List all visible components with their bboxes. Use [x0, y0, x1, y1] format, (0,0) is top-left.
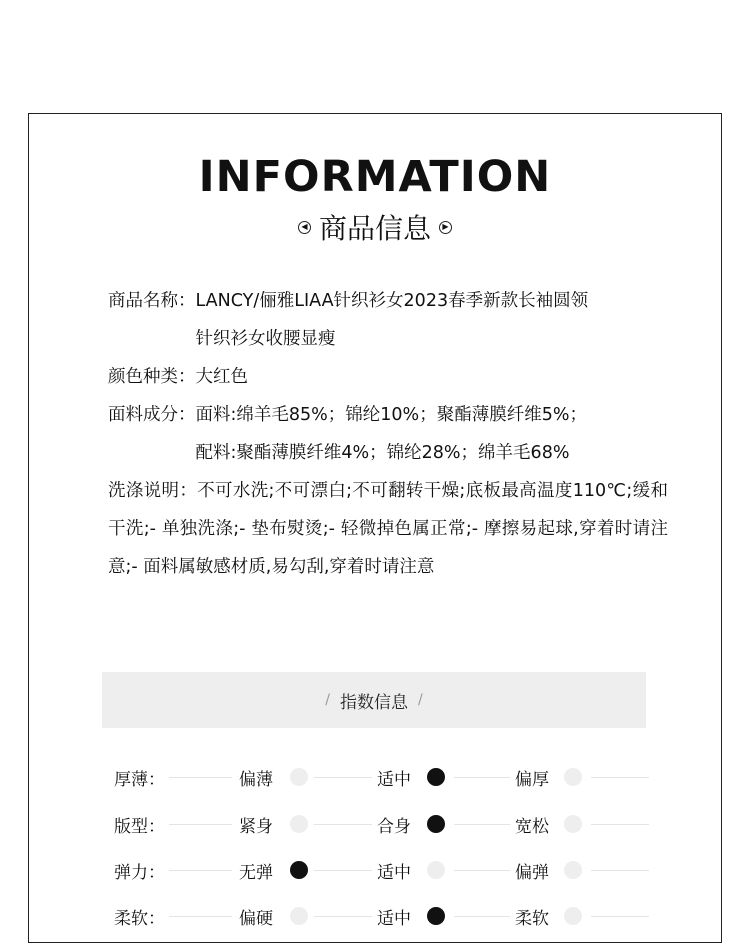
index-option-label: 紧身: [239, 817, 273, 837]
index-row-label: 弹力：: [114, 863, 165, 883]
index-row-label: 厚薄：: [114, 770, 165, 790]
connector-line: [591, 870, 649, 871]
connector-line: [169, 870, 232, 871]
index-option-label: 柔软: [515, 909, 549, 929]
wash-instructions: 不可水洗;不可漂白;不可翻转干燥;底板最高温度110℃;缓和干洗;- 单独洗涤;- 垫布熨烫;- 轻微掉色属正常;- 摩擦易起球,穿着时请注意;- 面料属敏感材质,易勾刮,穿着时请注意: [108, 481, 669, 577]
index-option-label: 适中: [377, 863, 411, 883]
index-row-label: 柔软：: [114, 909, 165, 929]
fabric-line1: 面料:绵羊毛85%；锦纶10%；聚酯薄膜纤维5%；: [195, 405, 587, 425]
arrow-left-circle-icon: ◀: [298, 221, 311, 234]
arrow-right-circle-icon: ▶: [439, 221, 452, 234]
connector-line: [169, 777, 232, 778]
index-row-label: 版型：: [114, 817, 165, 837]
unselected-dot-icon: [564, 861, 582, 879]
index-row: [114, 901, 644, 931]
detail-row-color: [108, 358, 668, 396]
index-option-label: 偏弹: [515, 863, 549, 883]
unselected-dot-icon: [427, 861, 445, 879]
index-row: [114, 855, 644, 885]
unselected-dot-icon: [290, 768, 308, 786]
detail-value: [196, 282, 669, 358]
detail-label: 洗涤说明：: [108, 481, 198, 501]
selected-dot-icon: [427, 815, 445, 833]
detail-row-wash: [108, 472, 668, 586]
index-row: [114, 762, 644, 792]
detail-row-fabric: [108, 396, 668, 472]
unselected-dot-icon: [564, 768, 582, 786]
product-name-line2: 针织衫女收腰显瘦: [195, 329, 336, 349]
index-option-label: 合身: [377, 817, 411, 837]
index-option-label: 宽松: [515, 817, 549, 837]
connector-line: [591, 824, 649, 825]
connector-line: [454, 870, 510, 871]
index-option-label: 无弹: [239, 863, 273, 883]
index-title-bar: [102, 672, 646, 728]
selected-dot-icon: [427, 907, 445, 925]
connector-line: [454, 824, 510, 825]
index-option-label: 适中: [377, 770, 411, 790]
index-option-label: 适中: [377, 909, 411, 929]
detail-label: 商品名称：: [108, 291, 196, 311]
connector-line: [314, 824, 372, 825]
connector-line: [314, 777, 372, 778]
index-option-label: 偏硬: [239, 909, 273, 929]
detail-row-name: [108, 282, 668, 358]
connector-line: [591, 916, 649, 917]
detail-value: [196, 396, 669, 472]
index-title: 指数信息: [340, 692, 408, 713]
unselected-dot-icon: [564, 815, 582, 833]
detail-label: 面料成分：: [108, 405, 196, 425]
slash-decor: /: [325, 692, 330, 708]
index-option-label: 偏厚: [515, 770, 549, 790]
color-value: 大红色: [195, 367, 248, 387]
product-name-line1: LANCY/俪雅LIAA针织衫女2023春季新款长袖圆领: [195, 291, 589, 311]
product-details: [108, 282, 668, 586]
section-subheading: [0, 207, 750, 247]
selected-dot-icon: [427, 768, 445, 786]
unselected-dot-icon: [290, 815, 308, 833]
connector-line: [454, 777, 510, 778]
subheading-text: 商品信息: [318, 212, 431, 245]
section-heading: INFORMATION: [198, 152, 552, 202]
index-row: [114, 809, 644, 839]
fabric-line2: 配料:聚酯薄膜纤维4%；锦纶28%；绵羊毛68%: [195, 443, 570, 463]
connector-line: [169, 916, 232, 917]
connector-line: [169, 824, 232, 825]
connector-line: [591, 777, 649, 778]
connector-line: [454, 916, 510, 917]
slash-decor: /: [418, 692, 423, 708]
unselected-dot-icon: [564, 907, 582, 925]
index-option-label: 偏薄: [239, 770, 273, 790]
selected-dot-icon: [290, 861, 308, 879]
detail-label: 颜色种类：: [108, 367, 196, 387]
connector-line: [314, 870, 372, 871]
unselected-dot-icon: [290, 907, 308, 925]
connector-line: [314, 916, 372, 917]
